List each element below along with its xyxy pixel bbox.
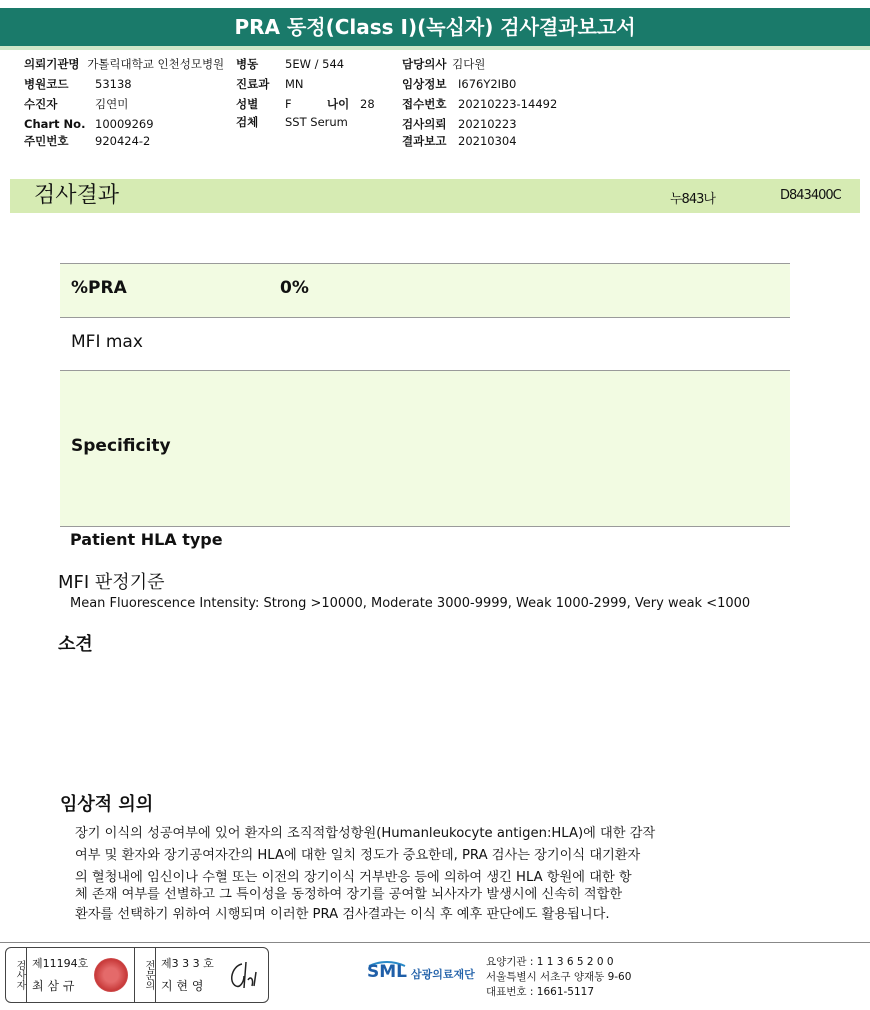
specimen-label: 검체: [236, 115, 259, 129]
table-line: [60, 317, 790, 318]
report-label: 결과보고: [402, 134, 447, 148]
footer-divider: [0, 942, 870, 943]
result-code-1: 누843나: [670, 192, 715, 207]
age-label: 나이: [327, 97, 350, 111]
result-section-header: [10, 179, 860, 213]
name-1: 최 삼 규: [32, 979, 75, 993]
pra-label: %PRA: [71, 278, 127, 298]
chart-label: Chart No.: [24, 117, 86, 131]
dept-value: MN: [285, 77, 304, 91]
significance-line: 의 혈청내에 임신이나 수혈 또는 이전의 장기이식 거부반응 등에 의하여 생긴 HLA 항원에 대한 항: [75, 870, 632, 885]
sex-value: F: [285, 97, 292, 111]
significance-line: 여부 및 환자와 장기공여자간의 HLA에 대한 일치 정도가 중요한데, PRA 검사는 장기이식 대기환자: [75, 848, 641, 863]
rrn-label: 주민번호: [24, 134, 69, 148]
license-2: 제3 3 3 호: [161, 957, 214, 970]
stamp-title-1: 검사자: [6, 948, 27, 1002]
opinion-heading: 소견: [58, 634, 93, 655]
hospital-label: 의뢰기관명: [24, 57, 80, 71]
table-line: [60, 263, 790, 264]
table-row-mfi: [60, 317, 790, 370]
clinical-label: 임상정보: [402, 77, 447, 91]
org-info: [486, 955, 631, 1000]
report-title-bar: [0, 0, 870, 52]
info-ward-label: [236, 57, 258, 71]
title-underline: [0, 46, 870, 50]
table-row-specificity: [60, 370, 790, 526]
accession-label: 접수번호: [402, 97, 447, 111]
table-line: [60, 526, 790, 527]
chart-value: 10009269: [95, 117, 154, 131]
specificity-label: Specificity: [71, 436, 171, 456]
org-name: 삼광의료재단: [411, 968, 475, 981]
report-title: PRA 동정(Class I)(녹십자) 검사결과보고서: [0, 8, 870, 46]
report-value: 20210304: [458, 134, 517, 148]
info-doctor: [402, 57, 485, 71]
mfi-criteria-heading: MFI 판정기준: [58, 572, 165, 593]
patient-label: 수진자: [24, 97, 58, 111]
hospital-value: 가톨릭대학교 인천성모병원: [87, 57, 225, 71]
request-value: 20210223: [458, 117, 517, 131]
dept-label: 진료과: [236, 77, 270, 91]
mfi-criteria-text: Mean Fluorescence Intensity: Strong >10000, Moderate 3000-9999, Weak 1000-2999, Very weak <1000: [70, 596, 751, 611]
org-code: 요양기관 : 1 1 3 6 5 2 0 0: [486, 956, 614, 968]
significance-line: 체 존재 여부를 선별하고 그 특이성을 동정하여 장기를 공여할 뇌사자가 발생시에 신속히 적합한: [75, 887, 623, 902]
significance-line: 장기 이식의 성공여부에 있어 환자의 조직적합성항원(Humanleukocyte antigen:HLA)에 대한 감작: [75, 826, 656, 841]
pra-value: 0%: [280, 278, 309, 298]
age-value: 28: [360, 97, 375, 111]
mfi-label: MFI max: [71, 332, 143, 352]
specimen-value: SST Serum: [285, 115, 348, 129]
significance-line: 환자를 선택하기 위하여 시행되며 이러한 PRA 검사결과는 이식 후 예후 판단에도 활용됩니다.: [75, 907, 610, 922]
info-hospital: [24, 57, 224, 71]
patient-name: 김연미: [95, 97, 129, 111]
table-line: [60, 370, 790, 371]
hla-type-label: Patient HLA type: [70, 530, 223, 549]
sex-label: 성별: [236, 97, 259, 111]
doctor-label: 담당의사: [402, 57, 447, 71]
request-label: 검사의뢰: [402, 117, 447, 131]
org-phone: 대표번호 : 1661-5117: [486, 986, 595, 998]
hosp-code-label: 병원코드: [24, 77, 69, 91]
doctor-value: 김다원: [452, 57, 486, 71]
sml-logo: [365, 958, 409, 984]
stamp-title-2: 전문의: [134, 948, 156, 1002]
ward-value: 5EW / 544: [285, 57, 345, 71]
license-1: 제11194호: [32, 957, 89, 970]
signature-box: [5, 947, 269, 1003]
org-address: 서울특별시 서초구 양재동 9-60: [486, 971, 632, 983]
accession-value: 20210223-14492: [458, 97, 558, 111]
sml-logo-text: SML: [367, 962, 407, 982]
clinical-value: I676Y2IB0: [458, 77, 517, 91]
result-code-2: D843400C: [780, 188, 841, 203]
significance-heading: 임상적 의의: [60, 794, 154, 815]
signature-mark: [224, 958, 262, 992]
seal-stamp: [94, 958, 128, 992]
table-row-pra: [60, 263, 790, 317]
rrn-value: 920424-2: [95, 134, 151, 148]
result-title: 검사결과: [34, 183, 120, 208]
name-2: 지 현 영: [161, 979, 204, 993]
hosp-code-value: 53138: [95, 77, 132, 91]
ward-label: 병동: [236, 57, 259, 71]
